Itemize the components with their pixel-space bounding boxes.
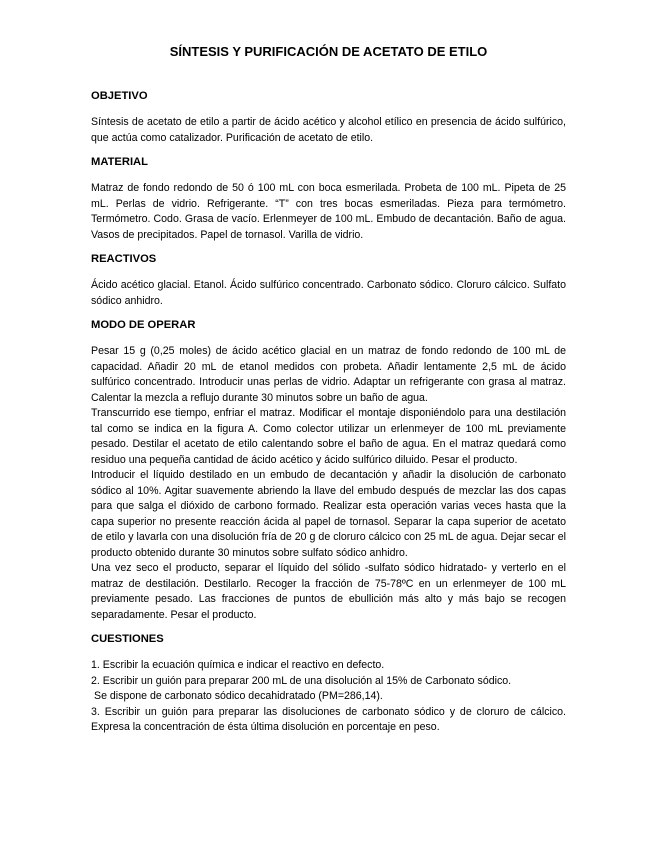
question-2-note: Se dispone de carbonato sódico decahidratado (PM=286,14). xyxy=(94,690,383,702)
section-cuestiones xyxy=(91,633,566,736)
question-1: 1. Escribir la ecuación química e indicar el reactivo en defecto. xyxy=(91,659,385,671)
modo-paragraph-1: Pesar 15 g (0,25 moles) de ácido acético glacial en un matraz de fondo redondo de 100 mL de capacidad. Añadir 20 mL de etanol medidos con probeta. Añadir lentamente 2,5 mL de ácido sulfúrico concentrado. Introducir unas perlas de vidrio. Adaptar un refrigerante con grasa al matraz. Calentar la mezcla a reflujo durante 30 minutos sobre un baño de agua. xyxy=(91,345,566,404)
heading-objetivo: OBJETIVO xyxy=(91,90,148,102)
modo-paragraph-2: Transcurrido ese tiempo, enfriar el matraz. Modificar el montaje disponiéndolo para una destilación tal como se indica en la figura A. Como colector utilizar un erlenmeyer de 100 mL previamente pesado. Destilar el acetato de etilo calentando sobre el baño de agua. En el matraz quedará como residuo una pequeña cantidad de ácido acético y ácido sulfúrico diluido. Pesar el producto. xyxy=(91,407,566,466)
heading-cuestiones: CUESTIONES xyxy=(91,633,164,645)
modo-paragraph-4: Una vez seco el producto, separar el líquido del sólido -sulfato sódico hidratado- y verterlo en el matraz de destilación. Destilarlo. Recoger la fracción de 75-78ºC en un erlenmeyer de 100 mL previamente pesado. Las fracciones de puntos de ebullición más alto y más bajo se recogen separadamente. Pesar el producto. xyxy=(91,562,566,621)
question-3: 3. Escribir un guión para preparar las disoluciones de carbonato sódico y de cloruro de cálcico. Expresa la concentración de ésta última disolución en porcentaje en peso. xyxy=(91,705,566,733)
objetivo-text: Síntesis de acetato de etilo a partir de ácido acético y alcohol etílico en presencia de ácido sulfúrico, que actúa como catalizador. Purificación de acetato de etilo. xyxy=(91,116,566,144)
heading-material: MATERIAL xyxy=(91,156,148,168)
heading-reactivos: REACTIVOS xyxy=(91,253,157,265)
section-objetivo xyxy=(91,90,566,146)
heading-modo-de-operar: MODO DE OPERAR xyxy=(91,319,196,331)
section-reactivos xyxy=(91,253,566,309)
modo-paragraph-3: Introducir el líquido destilado en un embudo de decantación y añadir la disolución de carbonato sódico al 10%. Agitar suavemente abriendo la llave del embudo después de mezclar las dos capas para que salga el dióxido de carbono formado. Realizar esta operación varias veces hasta que la capa superior no presente reacción ácida al papel de tornasol. Separar la capa superior de acetato de etilo y lavarla con una disolución fría de 20 g de cloruro cálcico con 25 mL de agua. Dejar secar el producto obtenido durante 30 minutos sobre sulfato sódico anhidro. xyxy=(91,469,566,559)
section-material xyxy=(91,156,566,243)
document-title: SÍNTESIS Y PURIFICACIÓN DE ACETATO DE ETILO xyxy=(169,44,488,59)
question-2: 2. Escribir un guión para preparar 200 mL de una disolución al 15% de Carbonato sódico. xyxy=(91,674,512,687)
section-modo-de-operar xyxy=(91,319,566,623)
material-text: Matraz de fondo redondo de 50 ó 100 mL con boca esmerilada. Probeta de 100 mL. Pipeta de 25 mL. Perlas de vidrio. Refrigerante. “T” con tres bocas esmeriladas. Pieza para termómetro. Termómetro. Codo. Grasa de vacío. Erlenmeyer de 100 mL. Embudo de decantación. Baño de agua. Vasos de precipitados. Papel de tornasol. Varilla de vidrio. xyxy=(91,182,566,241)
reactivos-text: Ácido acético glacial. Etanol. Ácido sulfúrico concentrado. Carbonato sódico. Cloruro cálcico. Sulfato sódico anhidro. xyxy=(91,279,566,307)
